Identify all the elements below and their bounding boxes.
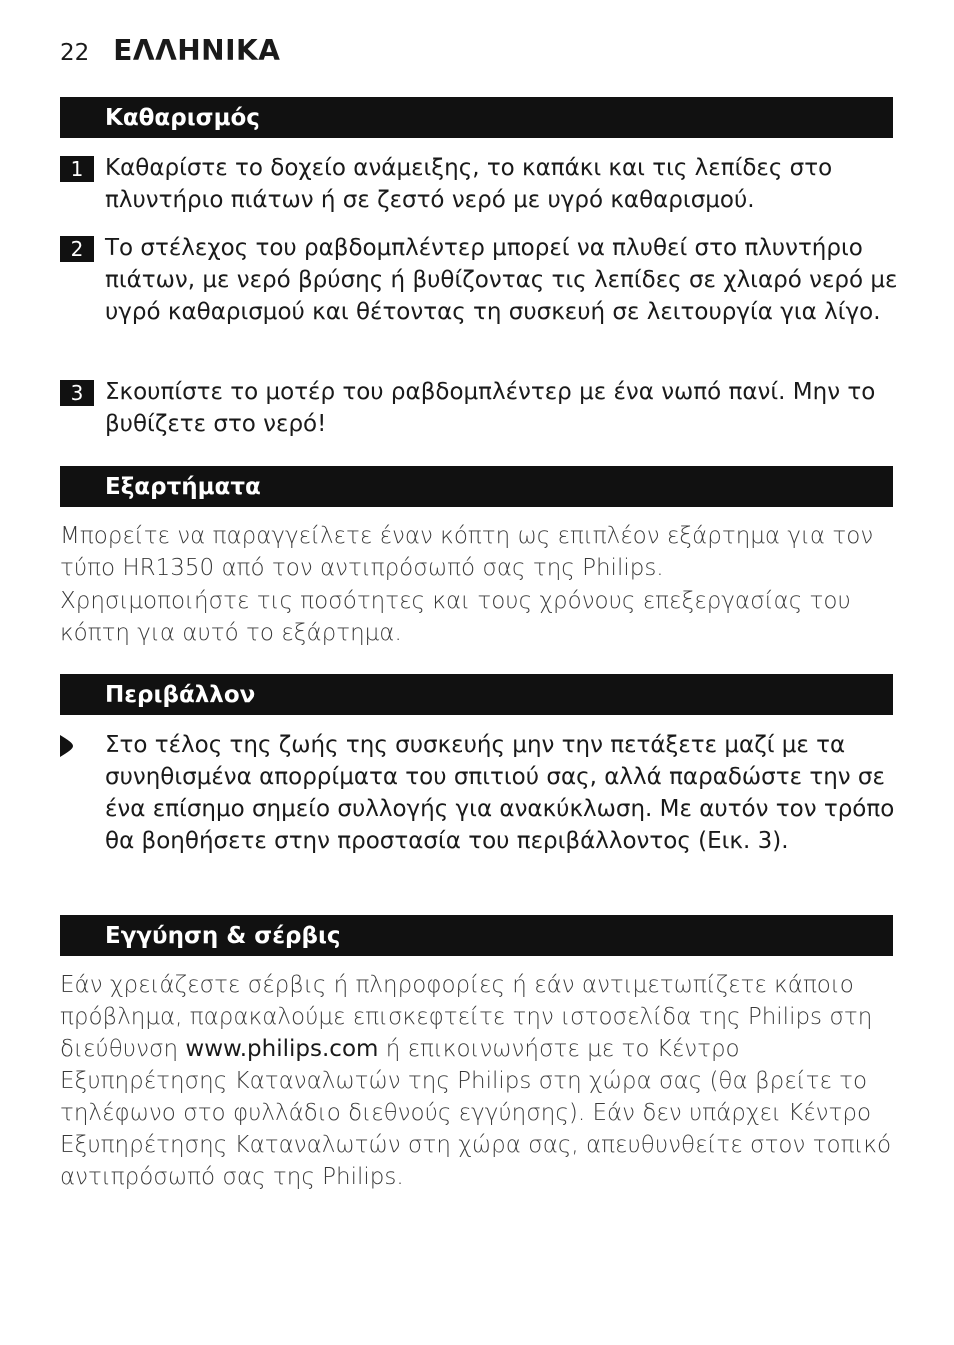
environment-bullet-item: [60, 729, 900, 857]
page-number: 22: [60, 40, 90, 66]
guarantee-text-rest: ή επικοινωνήστε με το Κέντρο Εξυπηρέτησης Καταναλωτών της Philips στη χώρα σας (θα βρείτε το τηλέφωνο στο φυλλάδιο διεθνούς εγγύησης). Εάν δεν υπάρχει Κέντρο Εξυπηρέτησης Καταναλωτών στη χώρα σας, απευθυνθείτε στον τοπικό αντιπρόσωπό σας της Philips.: [60, 1036, 892, 1190]
bullet-arrow-icon: [60, 735, 74, 757]
cleaning-step-1: [60, 152, 900, 216]
page-language-title: ΕΛΛΗΝΙΚΑ: [113, 34, 281, 67]
guarantee-paragraph: [60, 969, 900, 1193]
philips-website-link[interactable]: www.philips.com: [185, 1036, 379, 1062]
environment-bullet-text: Στο τέλος της ζωής της συσκευής μην την πετάξετε μαζί με τα συνηθισμένα απορρίματα του σπιτιού σας, αλλά παραδώστε την σε ένα επίσημο σημείο συλλογής για ανακύκλωση. Με αυτόν τον τρόπο θα βοηθήσετε στην προστασία του περιβάλλοντος (Εικ. 3).: [105, 732, 895, 854]
step-number-badge: 1: [60, 156, 94, 182]
page-header: [60, 34, 280, 74]
section-heading-accessories: Εξαρτήματα: [60, 466, 893, 507]
step-text: Καθαρίστε το δοχείο ανάμειξης, το καπάκι και τις λεπίδες στο πλυντήριο πιάτων ή σε ζεστό νερό με υγρό καθαρισμού.: [105, 155, 833, 213]
step-text: Σκουπίστε το μοτέρ του ραβδομπλέντερ με ένα νωπό πανί. Μην το βυθίζετε στο νερό!: [105, 379, 876, 437]
cleaning-step-3: [60, 376, 900, 440]
guarantee-text-intro: Εάν χρειάζεστε σέρβις ή πληροφορίες ή εάν αντιμετωπίζετε κάποιο πρόβλημα, παρακαλούμε επισκεφτείτε την ιστοσελίδα της Philips στη διεύθυνση: [60, 972, 873, 1062]
section-heading-cleaning: Καθαρισμός: [60, 97, 893, 138]
section-heading-guarantee: Εγγύηση & σέρβις: [60, 915, 893, 956]
accessories-paragraph: Χρησιμοποιήστε τις ποσότητες και τους χρόνους επεξεργασίας του κόπτη για αυτό το εξάρτημα.: [60, 588, 851, 646]
step-number-badge: 2: [60, 236, 94, 262]
section-heading-environment: Περιβάλλον: [60, 674, 893, 715]
accessories-paragraph: Μπορείτε να παραγγείλετε έναν κόπτη ως επιπλέον εξάρτημα για τον τύπο HR1350 από τον αντιπρόσωπό σας της Philips.: [60, 523, 874, 581]
step-text: Το στέλεχος του ραβδομπλέντερ μπορεί να πλυθεί στο πλυντήριο πιάτων, με νερό βρύσης ή βυθίζοντας τις λεπίδες σε χλιαρό νερό με υγρό καθαρισμού και θέτοντας τη συσκευή σε λειτουργία για λίγο.: [105, 235, 898, 325]
cleaning-step-2: [60, 232, 900, 328]
step-number-badge: 3: [60, 380, 94, 406]
